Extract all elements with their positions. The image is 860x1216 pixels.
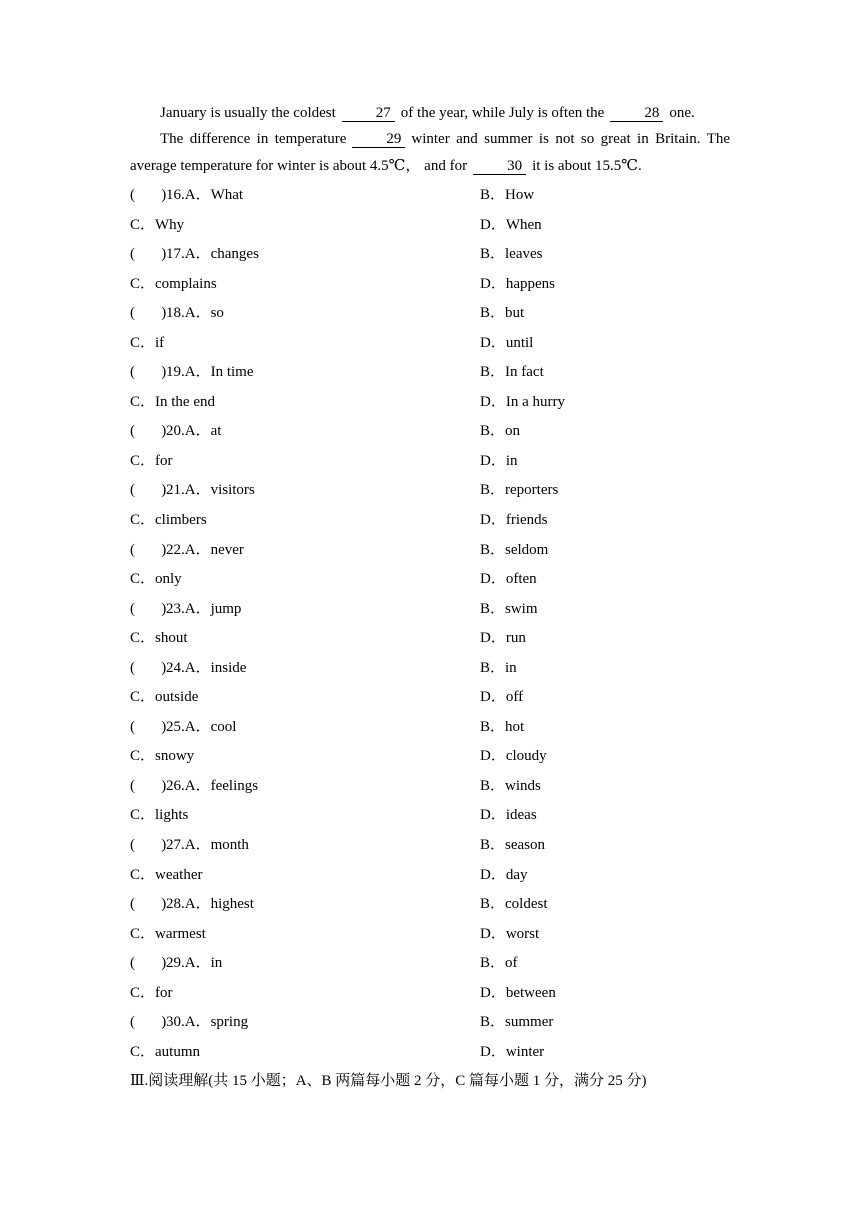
option-label: .A． [181, 482, 211, 499]
option-label: D． [480, 1043, 506, 1060]
option-text: seldom [505, 541, 549, 558]
option-label: .A． [181, 364, 211, 381]
question-option-b[interactable] [480, 299, 524, 329]
question-row-ab [130, 476, 730, 506]
option-text: lights [155, 807, 189, 824]
question-row-cd [130, 683, 730, 713]
option-label: .A． [181, 246, 211, 263]
question-number: 28 [166, 896, 181, 913]
option-text: if [155, 334, 165, 351]
option-text: worst [505, 925, 540, 942]
option-label: C． [130, 925, 156, 942]
question-option-b[interactable] [480, 890, 548, 920]
question-row-ab [130, 358, 730, 388]
answer-parentheses: ( ) [130, 423, 167, 440]
option-label: .A． [181, 541, 211, 558]
question-number: 25 [166, 718, 181, 735]
question-option-d[interactable] [480, 624, 526, 654]
option-label: B． [480, 659, 506, 676]
option-text: at [210, 423, 222, 440]
question-row-cd [130, 624, 730, 654]
question-option-c[interactable] [130, 211, 184, 241]
option-text: What [210, 187, 244, 203]
question-option-d[interactable] [480, 329, 533, 359]
answer-parentheses: ( ) [130, 541, 167, 558]
question-number: 23 [166, 600, 181, 617]
question-row-cd [130, 979, 730, 1009]
option-text: autumn [155, 1043, 201, 1060]
passage-text: one. [669, 105, 695, 121]
option-label: .A． [181, 1014, 211, 1031]
question-option-a[interactable] [130, 181, 243, 211]
option-text: In a hurry [505, 393, 565, 410]
question-number: 24 [166, 659, 181, 676]
option-text: reporters [505, 482, 559, 499]
question-option-b[interactable] [480, 713, 524, 743]
option-text: off [505, 689, 524, 706]
question-option-c[interactable] [130, 1038, 200, 1068]
option-label: C． [130, 393, 156, 410]
question-option-c[interactable] [130, 861, 202, 891]
option-label: B． [480, 1014, 506, 1031]
option-text: snowy [155, 748, 195, 765]
answer-parentheses: ( ) [130, 482, 167, 499]
option-label: D． [480, 393, 506, 410]
question-row-ab [130, 536, 730, 566]
question-row-ab [130, 713, 730, 743]
question-row-cd [130, 211, 730, 241]
question-row-ab [130, 240, 730, 270]
option-label: D． [480, 689, 506, 706]
option-text: so [210, 305, 224, 322]
question-option-d[interactable] [480, 801, 537, 831]
option-label: C． [130, 216, 156, 233]
question-row-cd [130, 329, 730, 359]
option-text: day [505, 866, 528, 883]
option-text: highest [210, 896, 254, 913]
option-text: coldest [505, 896, 548, 913]
option-label: C． [130, 334, 156, 351]
question-option-b[interactable] [480, 772, 541, 802]
option-label: D． [480, 748, 506, 765]
question-option-b[interactable] [480, 1008, 553, 1038]
option-label: B． [480, 423, 506, 440]
question-row-cd [130, 742, 730, 772]
question-row-cd [130, 388, 730, 418]
question-row-ab [130, 417, 730, 447]
option-text: cloudy [505, 748, 547, 765]
question-option-c[interactable] [130, 388, 215, 418]
question-row-ab [130, 890, 730, 920]
question-option-a[interactable] [130, 299, 224, 329]
question-option-d[interactable] [480, 683, 523, 713]
answer-blank-27: 27 [342, 105, 395, 122]
question-option-a[interactable] [130, 949, 222, 979]
option-label: .A． [181, 955, 211, 972]
option-label: D． [480, 807, 506, 824]
option-label: D． [480, 984, 506, 1001]
question-number: 16 [166, 187, 181, 203]
question-option-b[interactable] [480, 536, 548, 566]
question-list [130, 181, 730, 1067]
option-label: C． [130, 1043, 156, 1060]
question-option-b[interactable] [480, 949, 518, 979]
option-text: season [505, 837, 546, 854]
option-label: B． [480, 777, 506, 794]
option-text: between [505, 984, 556, 1001]
option-text: How [505, 187, 535, 203]
question-option-a[interactable] [130, 595, 241, 625]
option-label: .A． [181, 777, 211, 794]
option-label: .A． [181, 837, 211, 854]
option-text: complains [155, 275, 217, 292]
question-option-b[interactable] [480, 595, 538, 625]
option-label: B． [480, 187, 506, 203]
passage-text: and for [424, 158, 468, 174]
option-text: weather [155, 866, 203, 883]
section-heading: Ⅲ.阅读理解(共 15 小题；A、B 两篇每小题 2 分，C 篇每小题 1 分，满分 25 分) [130, 1073, 647, 1089]
option-label: C． [130, 866, 156, 883]
question-option-c[interactable] [130, 565, 182, 595]
option-label: .A． [181, 718, 211, 735]
answer-blank-30: 30 [473, 158, 526, 175]
question-option-b[interactable] [480, 358, 544, 388]
question-number: 21 [166, 482, 181, 499]
option-text: Why [155, 216, 185, 233]
option-label: D． [480, 925, 506, 942]
option-label: .A． [181, 600, 211, 617]
question-row-cd [130, 506, 730, 536]
option-text: inside [210, 659, 247, 676]
question-option-b[interactable] [480, 240, 543, 270]
question-option-a[interactable] [130, 831, 249, 861]
answer-parentheses: ( ) [130, 837, 167, 854]
question-option-a[interactable] [130, 417, 221, 447]
option-label: C． [130, 689, 156, 706]
question-option-d[interactable] [480, 211, 542, 241]
question-row-ab [130, 949, 730, 979]
question-number: 19 [166, 364, 181, 381]
option-text: climbers [155, 512, 207, 529]
question-row-cd [130, 447, 730, 477]
passage-text: The difference in temperature [160, 131, 347, 147]
question-option-a[interactable] [130, 890, 254, 920]
option-label: B． [480, 541, 506, 558]
answer-parentheses: ( ) [130, 659, 167, 676]
option-text: swim [505, 600, 538, 617]
question-option-a[interactable] [130, 654, 246, 684]
option-label: B． [480, 364, 506, 381]
question-number: 26 [166, 777, 181, 794]
question-option-b[interactable] [480, 417, 520, 447]
option-label: .A． [181, 423, 211, 440]
option-text: jump [210, 600, 242, 617]
passage-text: it is about 15.5℃. [532, 158, 642, 174]
option-text: in [505, 452, 518, 469]
option-text: spring [210, 1014, 249, 1031]
option-label: B． [480, 896, 506, 913]
question-row-cd [130, 861, 730, 891]
option-text: visitors [210, 482, 255, 499]
passage-text: winter and summer is not so great in Britain. The average temperature for winter is about 4.5℃， [130, 131, 731, 174]
option-text: cool [210, 718, 237, 735]
option-text: but [505, 305, 525, 322]
question-number: 22 [166, 541, 181, 558]
option-text: only [155, 571, 182, 588]
option-label: B． [480, 246, 506, 263]
option-text: winds [505, 777, 541, 794]
option-text: in [210, 955, 223, 972]
question-row-cd [130, 1038, 730, 1068]
question-option-d[interactable] [480, 447, 518, 477]
passage-paragraph-1 [130, 100, 730, 127]
option-text: run [505, 630, 526, 647]
option-label: D． [480, 275, 506, 292]
option-text: In fact [505, 364, 544, 381]
option-text: until [505, 334, 534, 351]
option-label: D． [480, 571, 506, 588]
answer-blank-28: 28 [610, 105, 663, 122]
option-text: on [505, 423, 521, 440]
option-text: for [155, 984, 173, 1001]
option-text: hot [505, 718, 525, 735]
question-row-cd [130, 801, 730, 831]
question-row-cd [130, 270, 730, 300]
question-number: 27 [166, 837, 181, 854]
question-option-d[interactable] [480, 565, 537, 595]
option-label: D． [480, 216, 506, 233]
question-option-c[interactable] [130, 683, 198, 713]
answer-blank-29: 29 [352, 131, 405, 148]
question-number: 18 [166, 305, 181, 322]
answer-parentheses: ( ) [130, 600, 167, 617]
question-option-a[interactable] [130, 1008, 248, 1038]
option-label: D． [480, 452, 506, 469]
option-text: warmest [155, 925, 206, 942]
option-label: C． [130, 512, 156, 529]
option-text: never [210, 541, 244, 558]
answer-parentheses: ( ) [130, 187, 167, 203]
option-text: happens [505, 275, 555, 292]
question-option-a[interactable] [130, 713, 236, 743]
question-option-d[interactable] [480, 920, 539, 950]
option-text: changes [210, 246, 259, 263]
option-label: .A． [181, 187, 211, 203]
question-option-d[interactable] [480, 270, 555, 300]
question-option-c[interactable] [130, 979, 173, 1009]
option-label: B． [480, 718, 506, 735]
question-option-d[interactable] [480, 388, 565, 418]
question-option-c[interactable] [130, 920, 206, 950]
question-option-b[interactable] [480, 654, 517, 684]
answer-parentheses: ( ) [130, 305, 167, 322]
option-text: of [505, 955, 518, 972]
option-text: leaves [505, 246, 543, 263]
question-option-d[interactable] [480, 742, 547, 772]
option-text: outside [155, 689, 199, 706]
question-row-ab [130, 595, 730, 625]
option-label: B． [480, 955, 506, 972]
option-label: .A． [181, 896, 211, 913]
question-option-d[interactable] [480, 979, 556, 1009]
option-text: month [210, 837, 249, 854]
question-option-a[interactable] [130, 536, 244, 566]
answer-parentheses: ( ) [130, 955, 167, 972]
answer-parentheses: ( ) [130, 364, 167, 381]
option-text: in [505, 659, 517, 676]
question-option-c[interactable] [130, 506, 207, 536]
question-option-b[interactable] [480, 476, 558, 506]
question-option-b[interactable] [480, 831, 545, 861]
option-label: C． [130, 748, 156, 765]
option-label: D． [480, 334, 506, 351]
option-label: C． [130, 984, 156, 1001]
question-option-a[interactable] [130, 358, 254, 388]
question-row-ab [130, 299, 730, 329]
option-label: D． [480, 512, 506, 529]
question-option-c[interactable] [130, 447, 173, 477]
question-row-ab [130, 654, 730, 684]
option-text: In time [210, 364, 254, 381]
question-row-cd [130, 565, 730, 595]
question-option-d[interactable] [480, 506, 548, 536]
question-option-c[interactable] [130, 270, 217, 300]
option-label: C． [130, 452, 156, 469]
question-number: 17 [166, 246, 181, 263]
answer-parentheses: ( ) [130, 718, 167, 735]
question-option-b[interactable] [480, 181, 534, 211]
option-label: B． [480, 837, 506, 854]
passage-paragraph-2 [130, 126, 730, 180]
option-label: C． [130, 571, 156, 588]
option-text: feelings [210, 777, 259, 794]
option-label: D． [480, 630, 506, 647]
passage-text: January is usually the coldest [160, 105, 336, 121]
option-text: shout [155, 630, 188, 647]
option-text: for [155, 452, 173, 469]
option-text: winter [505, 1043, 545, 1060]
option-text: ideas [505, 807, 537, 824]
option-label: B． [480, 305, 506, 322]
option-label: B． [480, 600, 506, 617]
option-text: summer [505, 1014, 554, 1031]
option-text: often [505, 571, 537, 588]
option-label: C． [130, 275, 156, 292]
question-option-d[interactable] [480, 1038, 544, 1068]
answer-parentheses: ( ) [130, 1014, 167, 1031]
question-row-ab [130, 772, 730, 802]
question-row-ab [130, 181, 730, 211]
question-row-cd [130, 920, 730, 950]
question-option-a[interactable] [130, 476, 255, 506]
answer-parentheses: ( ) [130, 246, 167, 263]
option-label: B． [480, 482, 506, 499]
question-option-a[interactable] [130, 240, 259, 270]
option-label: C． [130, 630, 156, 647]
question-option-d[interactable] [480, 861, 528, 891]
answer-parentheses: ( ) [130, 896, 167, 913]
question-option-c[interactable] [130, 742, 194, 772]
passage-text: of the year, while July is often the [400, 105, 605, 121]
option-text: friends [505, 512, 548, 529]
option-text: In the end [155, 393, 215, 410]
option-label: .A． [181, 305, 211, 322]
question-option-c[interactable] [130, 329, 164, 359]
question-option-c[interactable] [130, 801, 188, 831]
question-row-ab [130, 831, 730, 861]
question-option-c[interactable] [130, 624, 188, 654]
question-number: 20 [166, 423, 181, 440]
option-label: D． [480, 866, 506, 883]
question-number: 29 [166, 955, 181, 972]
option-label: C． [130, 807, 156, 824]
question-row-ab [130, 1008, 730, 1038]
option-text: When [505, 216, 542, 233]
option-label: .A． [181, 659, 211, 676]
question-number: 30 [166, 1014, 181, 1031]
question-option-a[interactable] [130, 772, 258, 802]
answer-parentheses: ( ) [130, 777, 167, 794]
